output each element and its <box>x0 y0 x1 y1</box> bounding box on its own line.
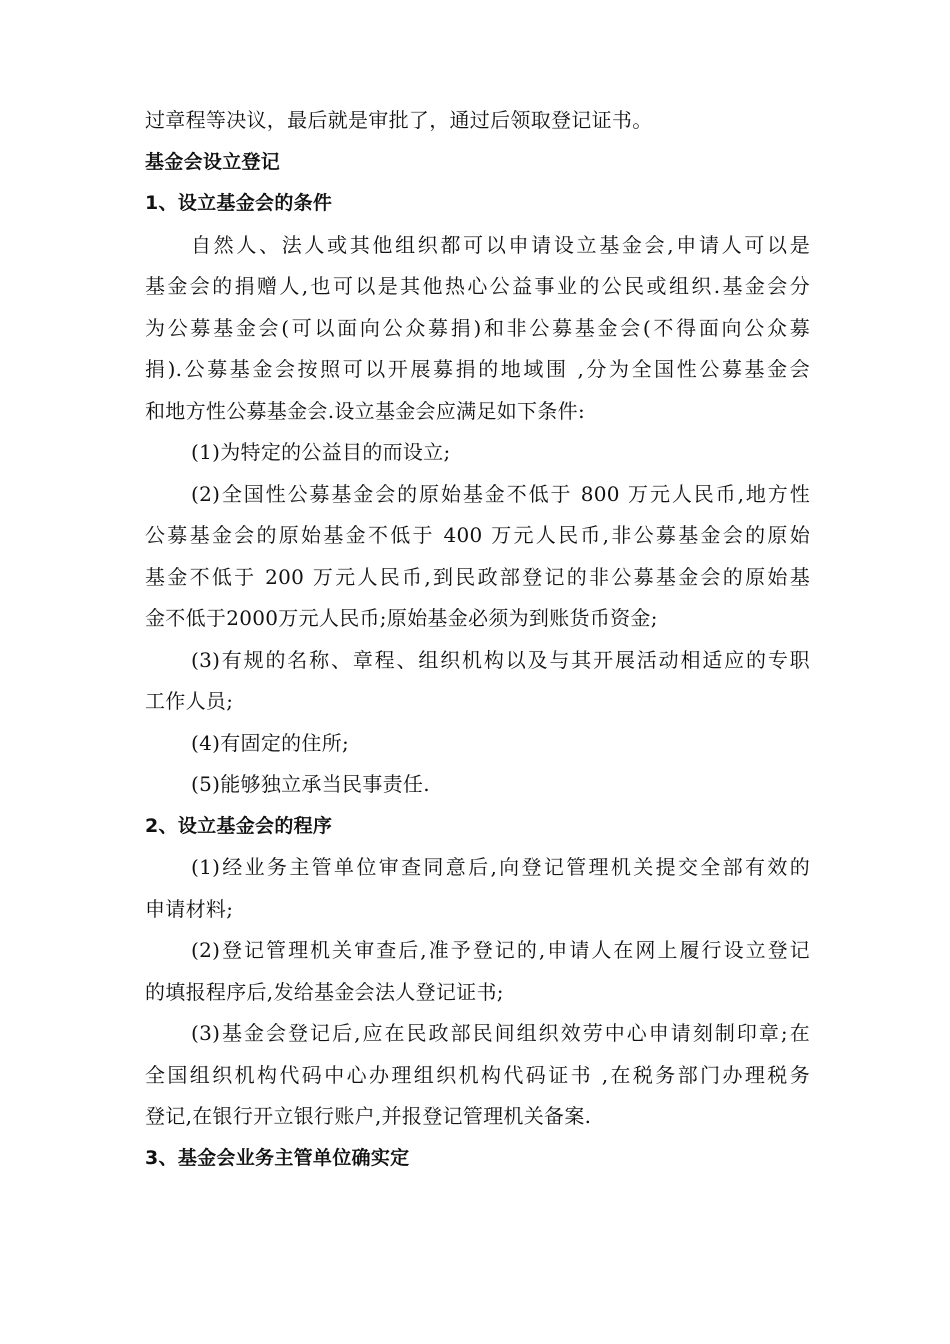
section-heading: 基金会设立登记 <box>145 150 281 173</box>
list-item: (4)有固定的住所; <box>191 730 350 755</box>
body-text-line: 的填报程序后,发给基金会法人登记证书; <box>145 979 504 1004</box>
section-heading: 2、设立基金会的程序 <box>145 814 333 837</box>
body-text-line: 捐).公募基金会按照可以开展募捐的地域围 ,分为全国性公募基金会 <box>145 357 810 381</box>
body-text-line: 和地方性公募基金会.设立基金会应满足如下条件: <box>145 398 585 423</box>
list-item: (3)基金会登记后,应在民政部民间组织效劳中心申请刻制印章;在 <box>191 1021 810 1045</box>
body-text-line: 登记,在银行开立银行账户,并报登记管理机关备案. <box>145 1104 592 1128</box>
body-text-line: 自然人、法人或其他组织都可以申请设立基金会,申请人可以是 <box>191 232 810 257</box>
list-item: (3)有规的名称、章程、组织机构以及与其开展活动相适应的专职 <box>191 647 810 672</box>
document-page <box>145 100 810 1179</box>
body-text-line: 基金会的捐赠人,也可以是其他热心公益事业的公民或组织.基金会分 <box>145 274 810 298</box>
section-heading: 3、基金会业务主管单位确实定 <box>145 1146 410 1169</box>
list-item: (2)登记管理机关审查后,准予登记的,申请人在网上履行设立登记 <box>191 938 810 962</box>
body-text-line: 为公募基金会(可以面向公众募捐)和非公募基金会(不得面向公众募 <box>145 315 810 340</box>
body-text-line: 全国组织机构代码中心办理组织机构代码证书 ,在税务部门办理税务 <box>145 1062 810 1087</box>
section-heading: 1、设立基金会的条件 <box>145 192 333 214</box>
list-item: (1)经业务主管单位审查同意后,向登记管理机关提交全部有效的 <box>191 855 810 879</box>
list-item: (5)能够独立承当民事责任. <box>191 772 430 796</box>
body-text-line: 申请材料; <box>145 896 234 921</box>
body-text-line: 工作人员; <box>145 689 234 713</box>
body-text-line: 基金不低于 200 万元人民币,到民政部登记的非公募基金会的原始基 <box>145 564 810 589</box>
body-text-line: 过章程等决议，最后就是审批了，通过后领取登记证书。 <box>145 108 653 132</box>
list-item: (2)全国性公募基金会的原始基金不低于 800 万元人民币,地方性 <box>191 481 810 506</box>
list-item: (1)为特定的公益目的而设立; <box>191 440 451 464</box>
body-text-line: 金不低于2000万元人民币;原始基金必须为到账货币资金; <box>145 606 658 630</box>
body-text-line: 公募基金会的原始基金不低于 400 万元人民币,非公募基金会的原始 <box>145 523 810 547</box>
